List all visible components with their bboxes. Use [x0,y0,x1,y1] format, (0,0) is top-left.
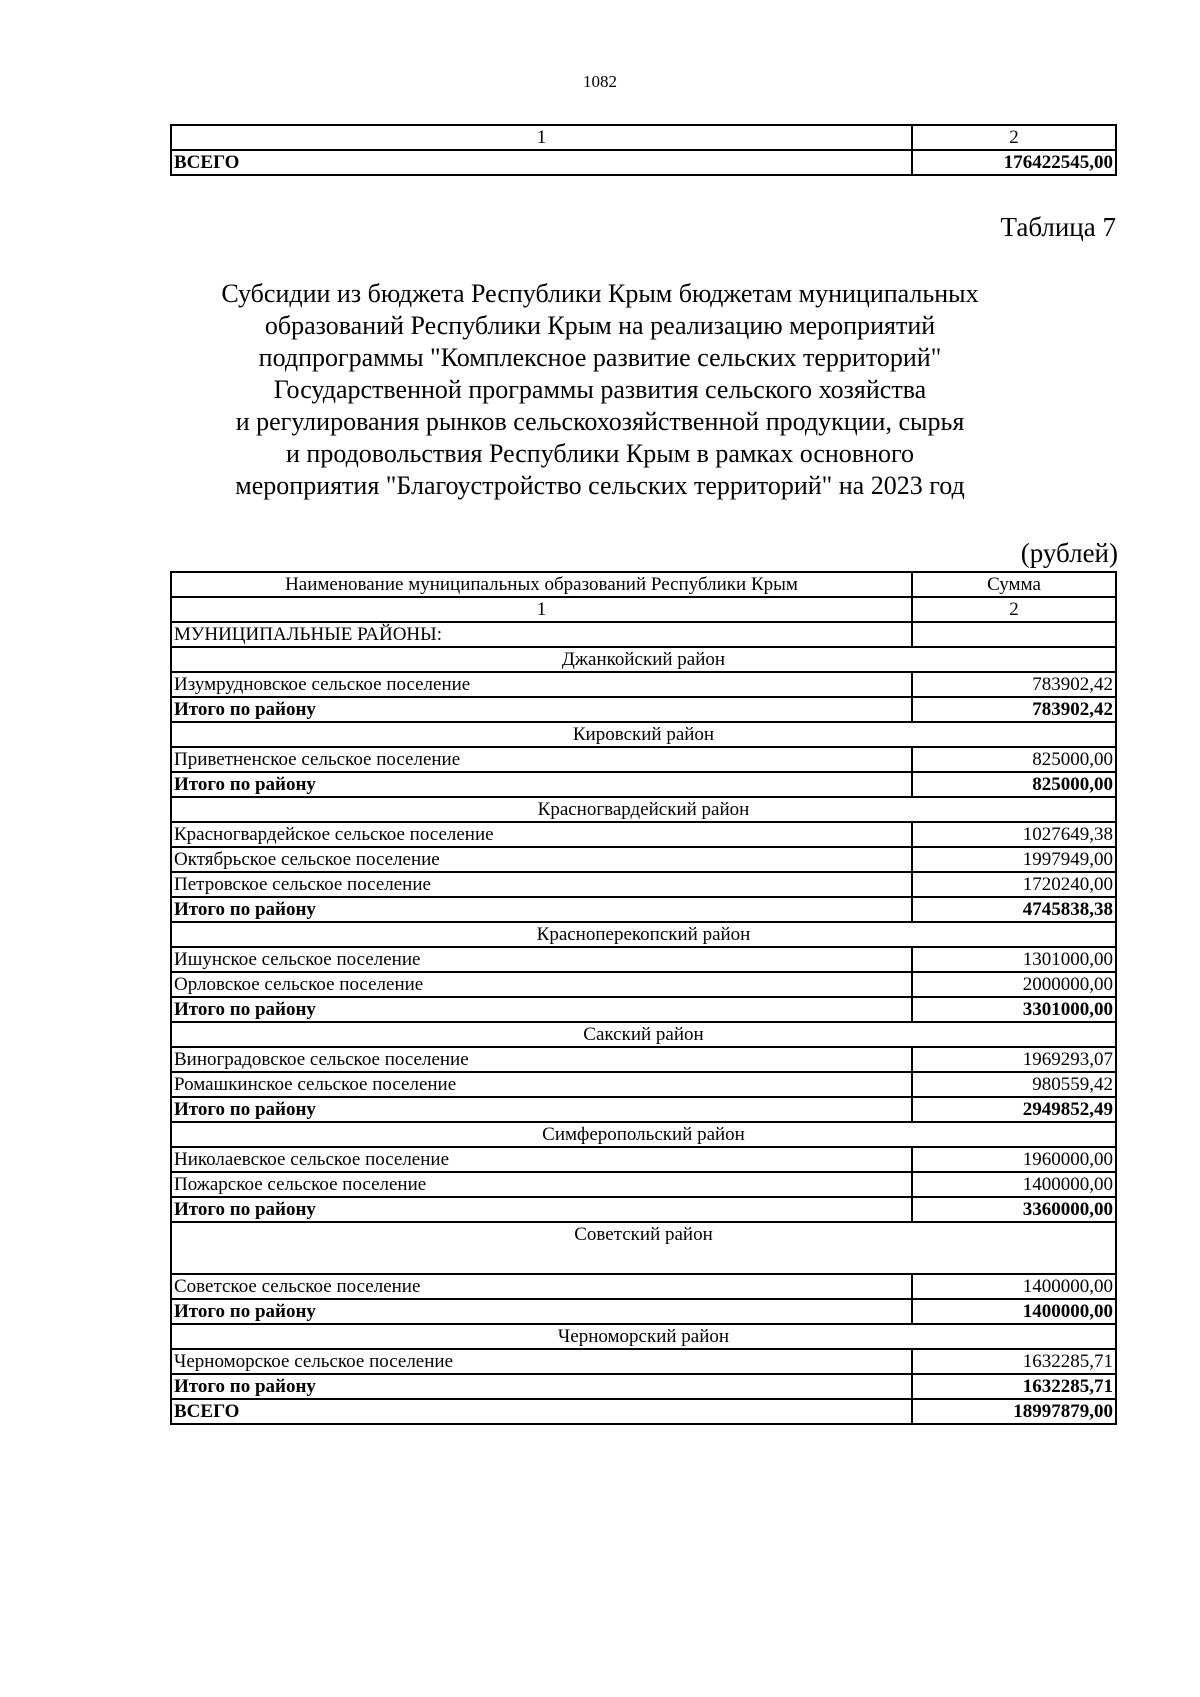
table-row [171,822,1116,847]
settlement-sum: 825000,00 [912,747,1116,772]
document-title [150,278,1050,502]
grand-total-row [171,1399,1116,1424]
district-total-label: Итого по району [171,897,912,922]
settlement-sum: 1997949,00 [912,847,1116,872]
settlement-sum: 980559,42 [912,1072,1116,1097]
column-number-row [171,597,1116,622]
district-name: Советский район [171,1222,1116,1274]
district-total-value: 3360000,00 [912,1197,1116,1222]
district-total-row [171,697,1116,722]
grand-total-value: 18997879,00 [912,1399,1116,1424]
table-row [171,1072,1116,1097]
table-row [171,947,1116,972]
settlement-sum: 1027649,38 [912,822,1116,847]
district-total-label: Итого по району [171,997,912,1022]
total-row [171,150,1116,175]
table-row [171,1274,1116,1299]
settlement-name: Советское сельское поселение [171,1274,912,1299]
district-total-row [171,1197,1116,1222]
settlement-name: Орловское сельское поселение [171,972,912,997]
settlement-sum: 1400000,00 [912,1274,1116,1299]
settlement-name: Ишунское сельское поселение [171,947,912,972]
column-number-1: 1 [171,597,912,622]
table-row [171,1172,1116,1197]
table-row [171,1349,1116,1374]
district-total-value: 783902,42 [912,697,1116,722]
district-name: Сакский район [171,1022,1116,1047]
subsidies-table [170,571,1117,1425]
units-label: (рублей) [1020,538,1118,568]
section-label: МУНИЦИПАЛЬНЫЕ РАЙОНЫ: [171,622,912,647]
district-total-label: Итого по району [171,1299,912,1324]
district-header-row [171,922,1116,947]
district-total-value: 825000,00 [912,772,1116,797]
district-total-label: Итого по району [171,772,912,797]
settlement-sum: 783902,42 [912,672,1116,697]
settlement-name: Приветненское сельское поселение [171,747,912,772]
column-number-1: 1 [171,125,912,150]
settlement-name: Октябрьское сельское поселение [171,847,912,872]
table-row [171,847,1116,872]
district-header-row [171,722,1116,747]
district-total-label: Итого по району [171,697,912,722]
settlement-name: Изумрудновское сельское поселение [171,672,912,697]
continuation-table [170,124,1117,176]
district-total-value: 1400000,00 [912,1299,1116,1324]
table-row [171,972,1116,997]
settlement-name: Виноградовское сельское поселение [171,1047,912,1072]
district-header-row [171,1122,1116,1147]
total-label: ВСЕГО [171,150,912,175]
table-row [171,672,1116,697]
district-total-value: 4745838,38 [912,897,1116,922]
grand-total-label: ВСЕГО [171,1399,912,1424]
title-line: и продовольствия Республики Крым в рамках основного [286,439,914,468]
title-line: и регулирования рынков сельскохозяйственной продукции, сырья [235,407,965,436]
district-total-value: 3301000,00 [912,997,1116,1022]
table-row [171,1147,1116,1172]
title-line: мероприятия "Благоустройство сельских территорий" на 2023 год [235,471,965,500]
district-total-row [171,1097,1116,1122]
column-header-sum: Сумма [912,572,1116,597]
district-header-row [171,1222,1116,1274]
district-name: Черноморский район [171,1324,1116,1349]
settlement-name: Пожарское сельское поселение [171,1172,912,1197]
district-total-value: 2949852,49 [912,1097,1116,1122]
section-row [171,622,1116,647]
settlement-name: Ромашкинское сельское поселение [171,1072,912,1097]
settlement-sum: 1301000,00 [912,947,1116,972]
district-total-row [171,997,1116,1022]
section-empty-cell [912,622,1116,647]
district-total-value: 1632285,71 [912,1374,1116,1399]
settlement-sum: 1960000,00 [912,1147,1116,1172]
district-header-row [171,647,1116,672]
settlement-sum: 1400000,00 [912,1172,1116,1197]
district-total-row [171,897,1116,922]
settlement-sum: 1969293,07 [912,1047,1116,1072]
district-total-row [171,1374,1116,1399]
district-name: Симферопольский район [171,1122,1116,1147]
settlement-name: Черноморское сельское поселение [171,1349,912,1374]
table-label: Таблица 7 [1000,212,1116,242]
district-total-label: Итого по району [171,1097,912,1122]
district-name: Кировский район [171,722,1116,747]
title-line: подпрограммы "Комплексное развитие сельских территорий" [258,343,942,372]
district-total-label: Итого по району [171,1197,912,1222]
district-header-row [171,797,1116,822]
district-name: Красногвардейский район [171,797,1116,822]
page-number: 1082 [583,72,617,91]
district-name: Джанкойский район [171,647,1116,672]
district-total-row [171,772,1116,797]
table-row [171,872,1116,897]
district-header-row [171,1324,1116,1349]
table-header-row [171,572,1116,597]
table-row [171,747,1116,772]
settlement-sum: 1720240,00 [912,872,1116,897]
settlement-name: Красногвардейское сельское поселение [171,822,912,847]
district-total-row [171,1299,1116,1324]
district-name: Красноперекопский район [171,922,1116,947]
title-line: Государственной программы развития сельского хозяйства [273,375,927,404]
table-header-row [171,125,1116,150]
title-line: образований Республики Крым на реализацию мероприятий [264,311,936,340]
settlement-sum: 1632285,71 [912,1349,1116,1374]
settlement-name: Петровское сельское поселение [171,872,912,897]
settlement-sum: 2000000,00 [912,972,1116,997]
table-row [171,1047,1116,1072]
title-line: Субсидии из бюджета Республики Крым бюджетам муниципальных [221,279,979,308]
column-header-name: Наименование муниципальных образований Республики Крым [171,572,912,597]
column-number-2: 2 [912,597,1116,622]
settlement-name: Николаевское сельское поселение [171,1147,912,1172]
total-value: 176422545,00 [912,150,1116,175]
district-total-label: Итого по району [171,1374,912,1399]
district-header-row [171,1022,1116,1047]
column-number-2: 2 [912,125,1116,150]
